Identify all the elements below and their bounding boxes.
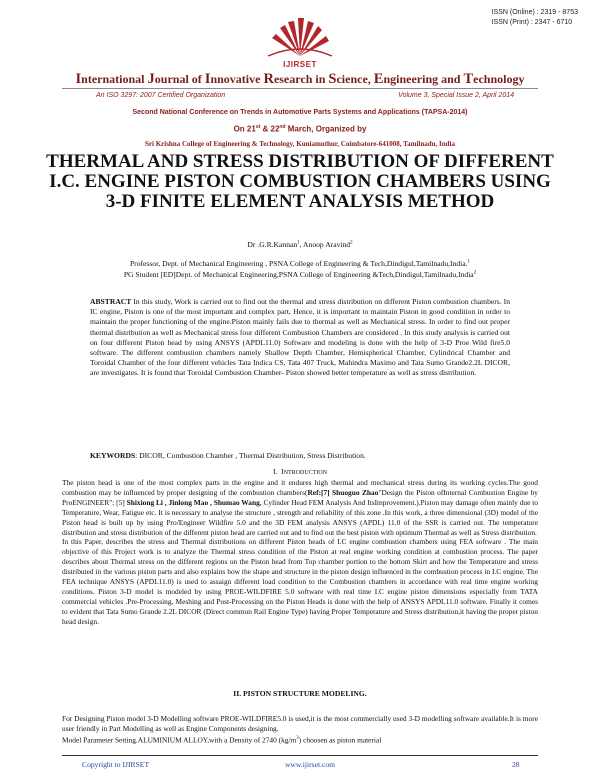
footer-url[interactable]: www.ijirset.com bbox=[284, 760, 336, 769]
journal-word: Research in bbox=[263, 71, 329, 87]
affiliation-2: PG Student [ED]Dept. of Mechanical Engineering,PSNA College of Engineering &Tech,Dindigul,Tamilnadu,India$^2$ bbox=[123, 270, 477, 279]
iso-certification: An ISO 3297: 2007 Certified Organization bbox=[96, 92, 226, 99]
footer-copyright: Copyright to IJIRSET bbox=[82, 760, 150, 769]
author-1: Dr .G.R.Kannan bbox=[247, 240, 298, 249]
journal-name bbox=[20, 71, 580, 88]
affiliation-1: Professor, Dept. of Mechanical Engineering , PSNA College of Engineering & Tech,Dindigul,Tamilnadu,India.$^1$ bbox=[129, 259, 471, 268]
journal-logo bbox=[258, 16, 342, 60]
paper-title: THERMAL AND STRESS DISTRIBUTION OF DIFFERENT I.C. ENGINE PISTON COMBUSTION CHAMBERS USING 3-D FINITE ELEMENT ANALYSIS METHOD bbox=[46, 151, 554, 212]
footer-rule bbox=[62, 755, 538, 756]
intro-paragraph-2: In this Paper, describes the stress and Thermal distributions on different Piston heads of I.C engine combustion chambers using FEA software . The main objective of this Project work is to analyze the Thermal stress condition of the Piston at real engine working condition at combustion process. The paper describes about Thermal stress on the different regions on the Piston head from Top chamber portion to the bottom Skirt and how the Temperature and stress distributed in the various piston parts and also explains how the shape and structure in the piston design influenced in the combustion process in I.C engine. The FEA technique ANSYS (APDL11.0) is used to assaign different load condition to the Combustion chambers in accordance with real time engine working conditions. Piston 3-D model is modeled by using PROE-WILDFIRE 5.0 software with real time I.C engine piston dimensions especially from TATA commercial vehicles .Pre-Processing, Meshing and Post-Processing on the Piston Heads is done with the help of ANSYS APDL11.0 software. Finally it comes to evident that Tata Sumo Grande 2.2L DICOR (Direct common Rail Engine Type) having Proper Temperature and Stress distribution,it having the proper piston head design. bbox=[62, 537, 539, 626]
logo-text: IJIRSET bbox=[283, 60, 317, 69]
journal-word: Innovative bbox=[204, 71, 264, 87]
section-heading-introduction: I. INTRODUCTION bbox=[272, 467, 328, 476]
issn-block bbox=[492, 8, 578, 28]
reference-link: Ref:[7] Shuoguo Zhao bbox=[307, 487, 379, 497]
keywords-label: KEYWORDS bbox=[90, 451, 136, 460]
journal-word: Engineering and bbox=[373, 71, 464, 87]
logo-rays bbox=[272, 18, 329, 56]
journal-word: Science, bbox=[328, 71, 374, 87]
journal-word: Technology bbox=[463, 71, 525, 87]
intro-paragraph-1: The piston head is one of the most complex parts in the engine and it endures high thermal and mechanical stress during its working cycles.The good combustion may be influenced by proper designing of the combustion chambers(Ref:[7] Shuoguo Zhao"Design the Piston ofInternal Combustion Engine by ProENGINEER"; [5] Shixiong Li , Jinlong Mao , Shumao Wang, Cylinder Head FEM Analysis And ItsImprovement.).Piston may damage often mainly due to Temperature, Wear, Fatigue etc. It is necessary to analyse the structure , strength and reliability of this zone .In this work, a three dimensional (3D) model of the Piston head is built up by using Pro/Engineer Wildfire 5.0 and the 3D FEM analysis ANSYS (APDL) 11.0 of the SSR is carried out. The temperature distribution and stress distribution of the different piston head are carried out and to find out the best piston with optimum Thermal as well as Stress distribution. bbox=[62, 478, 539, 537]
keywords-text: : DICOR, Combustion Chamber , Thermal Distribution, Stress Distribution. bbox=[135, 451, 366, 460]
conference-date: On 21st & 22nd March, Organized by bbox=[233, 124, 367, 134]
reference-link: Shixiong Li , Jinlong Mao , Shumao Wang bbox=[126, 497, 260, 507]
header-rule bbox=[62, 88, 538, 89]
introduction-body bbox=[62, 478, 538, 627]
journal-word: International bbox=[75, 71, 148, 87]
issn-online: ISSN (Online) : 2319 - 8753 bbox=[491, 9, 578, 16]
section2-body bbox=[62, 714, 538, 745]
section2-paragraph-1: For Designing Piston model 3-D Modelling software PROE-WILDFIRE5.0 is used,it is the most commercially used 3-D modelling software available.It is more user friendly in Part Modelling as well as Engine Components designing. bbox=[62, 714, 538, 733]
page-number: 28 bbox=[512, 760, 520, 769]
conference-name: Second National Conference on Trends in Automotive Parts Systems and Applications (TAPSA-2014) bbox=[132, 109, 468, 116]
abstract-text: In this study, Work is carried out to find out the thermal and stress distribution on different Piston combustion chambers. In IC engine, Piston is one of the most important and complex part, Hence, it is important to maintain Piston in good condition in order to maintain the proper functioning of the engine.Piston mainly fails due to thermal as well as Mechanical stress. In order to find out proper thermal distribution as well as Mechanical stress four different Combustion Chambers are considered . In this study analysis is carried out on four different Piston head by using ANSYS (APDL11.0) Software and modeling is done with the help of 3-D Proe Wild fire5.0 software. The different combustion chambers namely Shallow Depth Chamber, Hemispherical Chamber, Cylindrical Chamber and Toroidal Chamber of the four different vehicles Tata Indica CS, Tata 407 Truck, Mahindra Maximo and Tata Sumo Grande2.2L DICOR, are investigates. It is found that Toroidal Combustion Chamber- Piston showed better temperature as well as stress distribution. bbox=[90, 297, 510, 378]
journal-word: Journal of bbox=[147, 71, 205, 87]
author-2: , Anoop Aravind bbox=[299, 240, 351, 249]
section-heading-structure-modeling: II. PISTON STRUCTURE MODELING. bbox=[233, 689, 367, 698]
abstract bbox=[90, 297, 510, 379]
organizer: Sri Krishna College of Engineering & Technology, Kuniamuthur, Coimbatore-641008, Tamilnadu, India bbox=[145, 140, 455, 148]
keywords bbox=[90, 451, 510, 461]
authors: Dr .G.R.Kannan$^1$, Anoop Aravind$^2$ bbox=[247, 240, 353, 249]
section2-paragraph-2: Model Parameter Setting.ALUMINIUM ALLOY,with a Density of 2740 $(kg/m^3)$ choosen as piston material bbox=[62, 735, 382, 745]
issn-print: ISSN (Print) : 2347 - 6710 bbox=[491, 19, 573, 26]
abstract-label: ABSTRACT bbox=[90, 297, 132, 306]
volume-info: Volume 3, Special Issue 2, April 2014 bbox=[398, 92, 514, 99]
